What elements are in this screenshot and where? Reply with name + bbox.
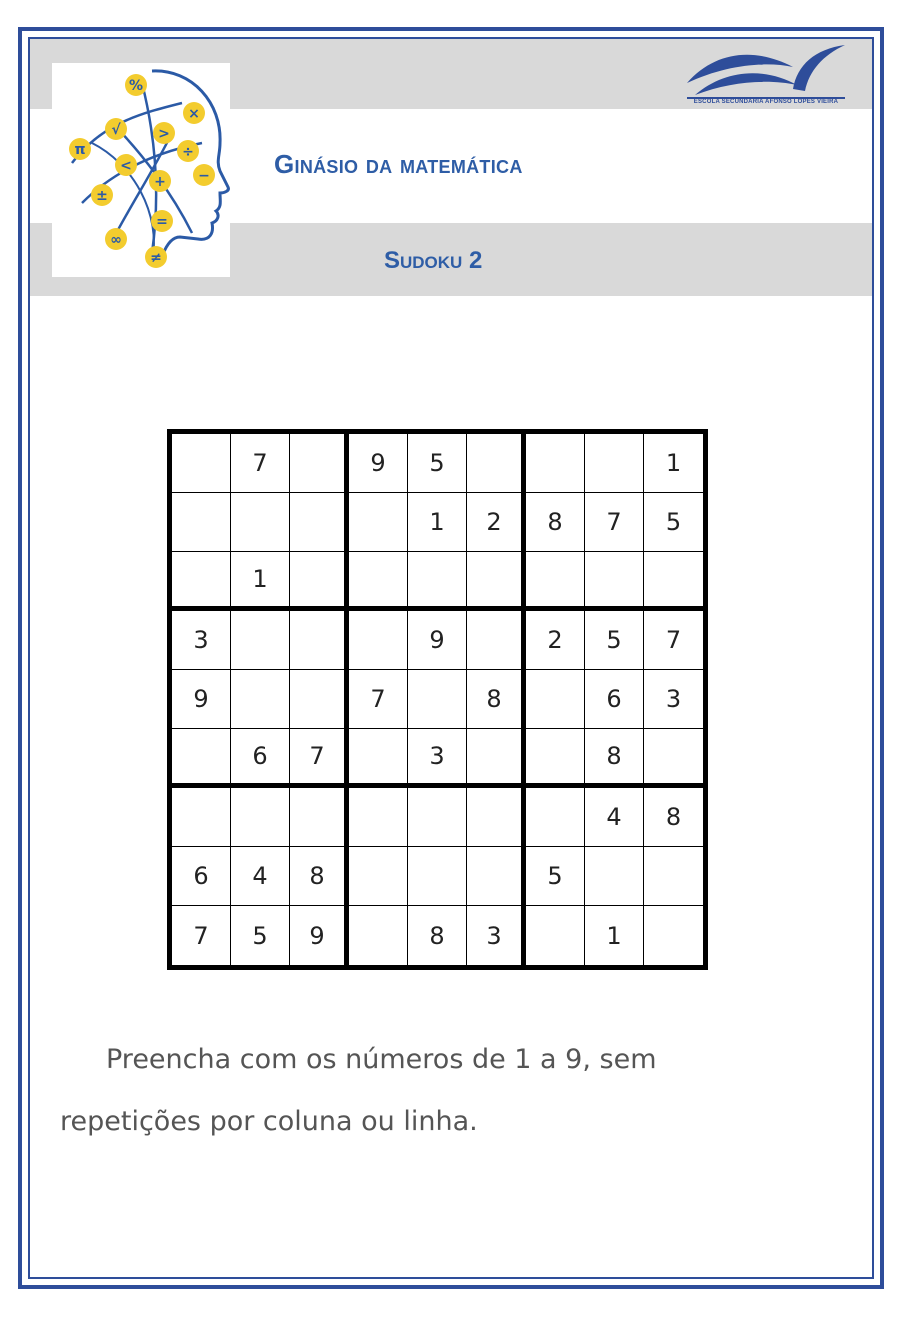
sudoku-cell[interactable] <box>408 670 467 729</box>
svg-text:%: % <box>128 78 144 94</box>
sudoku-cell[interactable] <box>349 906 408 965</box>
page-title: Ginásio da matemática <box>274 149 523 179</box>
sudoku-cell[interactable]: 5 <box>408 434 467 493</box>
sudoku-cell[interactable] <box>644 729 703 788</box>
page-frame <box>28 37 874 1279</box>
svg-text:π: π <box>74 142 86 158</box>
sudoku-cell[interactable]: 7 <box>585 493 644 552</box>
sudoku-cell[interactable]: 9 <box>172 670 231 729</box>
sudoku-cell[interactable] <box>644 847 703 906</box>
math-head-logo <box>52 63 230 277</box>
sudoku-cell[interactable]: 1 <box>585 906 644 965</box>
sudoku-grid <box>167 429 708 970</box>
svg-text:≠: ≠ <box>150 250 162 266</box>
school-name: ESCOLA SECUNDÁRIA AFONSO LOPES VIEIRA <box>693 99 839 105</box>
sudoku-cell[interactable] <box>231 493 290 552</box>
sudoku-cell[interactable] <box>349 493 408 552</box>
sudoku-cell[interactable] <box>349 729 408 788</box>
sudoku-cell[interactable]: 6 <box>585 670 644 729</box>
sudoku-cell[interactable]: 1 <box>408 493 467 552</box>
sudoku-cell[interactable] <box>585 847 644 906</box>
school-logo <box>685 41 847 111</box>
svg-text:√: √ <box>111 122 121 138</box>
sudoku-cell[interactable] <box>585 434 644 493</box>
sudoku-cell[interactable]: 1 <box>231 552 290 611</box>
sudoku-cell[interactable] <box>467 611 526 670</box>
svg-text:<: < <box>120 158 132 174</box>
sudoku-cell[interactable] <box>526 906 585 965</box>
page-subtitle: Sudoku 2 <box>384 247 483 274</box>
sudoku-cell[interactable] <box>231 611 290 670</box>
sudoku-cell[interactable] <box>290 788 349 847</box>
sudoku-cell[interactable] <box>290 552 349 611</box>
sudoku-cell[interactable]: 7 <box>349 670 408 729</box>
sudoku-cell[interactable]: 8 <box>467 670 526 729</box>
sudoku-cell[interactable]: 5 <box>526 847 585 906</box>
sudoku-cell[interactable] <box>467 788 526 847</box>
sudoku-cell[interactable]: 8 <box>526 493 585 552</box>
sudoku-cell[interactable] <box>408 847 467 906</box>
sudoku-cell[interactable] <box>290 670 349 729</box>
sudoku-cell[interactable] <box>290 493 349 552</box>
sudoku-cell[interactable]: 8 <box>290 847 349 906</box>
svg-text:>: > <box>158 126 170 142</box>
sudoku-cell[interactable]: 3 <box>644 670 703 729</box>
svg-text:÷: ÷ <box>182 144 194 160</box>
sudoku-cell[interactable] <box>349 552 408 611</box>
sudoku-cell[interactable]: 6 <box>231 729 290 788</box>
sudoku-cell[interactable] <box>526 788 585 847</box>
sudoku-cell[interactable] <box>526 434 585 493</box>
sudoku-cell[interactable]: 7 <box>172 906 231 965</box>
svg-text:×: × <box>188 106 200 122</box>
sudoku-cell[interactable] <box>172 552 231 611</box>
sudoku-cell[interactable]: 8 <box>644 788 703 847</box>
sudoku-cell[interactable] <box>290 611 349 670</box>
sudoku-cell[interactable]: 8 <box>408 906 467 965</box>
sudoku-cell[interactable] <box>526 729 585 788</box>
sudoku-cell[interactable]: 9 <box>290 906 349 965</box>
svg-text:∞: ∞ <box>110 232 122 248</box>
sudoku-cell[interactable]: 6 <box>172 847 231 906</box>
sudoku-cell[interactable] <box>172 493 231 552</box>
sudoku-cell[interactable]: 9 <box>408 611 467 670</box>
sudoku-cell[interactable]: 5 <box>644 493 703 552</box>
sudoku-cell[interactable]: 5 <box>585 611 644 670</box>
sudoku-cell[interactable] <box>585 552 644 611</box>
sudoku-cell[interactable]: 3 <box>467 906 526 965</box>
sudoku-cell[interactable] <box>349 788 408 847</box>
sudoku-cell[interactable]: 2 <box>467 493 526 552</box>
sudoku-cell[interactable] <box>644 552 703 611</box>
sudoku-cell[interactable] <box>290 434 349 493</box>
sudoku-cell[interactable] <box>349 611 408 670</box>
sudoku-cell[interactable] <box>408 788 467 847</box>
sudoku-cell[interactable] <box>172 788 231 847</box>
sudoku-cell[interactable]: 3 <box>172 611 231 670</box>
sudoku-cell[interactable]: 8 <box>585 729 644 788</box>
sudoku-cell[interactable] <box>349 847 408 906</box>
sudoku-cell[interactable] <box>172 434 231 493</box>
sudoku-cell[interactable] <box>467 434 526 493</box>
sudoku-cell[interactable]: 2 <box>526 611 585 670</box>
sudoku-cell[interactable]: 3 <box>408 729 467 788</box>
sudoku-cell[interactable] <box>408 552 467 611</box>
sudoku-cell[interactable]: 7 <box>231 434 290 493</box>
math-head-logo-icon <box>52 63 230 277</box>
svg-text:−: − <box>198 168 210 184</box>
sudoku-cell[interactable]: 7 <box>644 611 703 670</box>
sudoku-cell[interactable]: 9 <box>349 434 408 493</box>
sudoku-cell[interactable]: 1 <box>644 434 703 493</box>
instructions-text: Preencha com os números de 1 a 9, sem repetições por coluna ou linha. <box>60 1044 657 1137</box>
sudoku-cell[interactable] <box>526 670 585 729</box>
svg-text:±: ± <box>96 188 108 204</box>
sudoku-cell[interactable] <box>526 552 585 611</box>
sudoku-cell[interactable] <box>467 552 526 611</box>
sudoku-cell[interactable]: 4 <box>231 847 290 906</box>
school-logo-icon <box>685 41 847 99</box>
sudoku-cell[interactable] <box>231 788 290 847</box>
sudoku-cell[interactable] <box>467 847 526 906</box>
sudoku-cell[interactable] <box>644 906 703 965</box>
sudoku-cell[interactable]: 4 <box>585 788 644 847</box>
sudoku-cell[interactable]: 7 <box>290 729 349 788</box>
sudoku-cell[interactable] <box>467 729 526 788</box>
sudoku-cell[interactable] <box>172 729 231 788</box>
sudoku-cell[interactable] <box>231 670 290 729</box>
sudoku-cell[interactable]: 5 <box>231 906 290 965</box>
page-border <box>18 27 884 1289</box>
svg-text:+: + <box>154 174 166 190</box>
svg-text:=: = <box>156 214 168 230</box>
